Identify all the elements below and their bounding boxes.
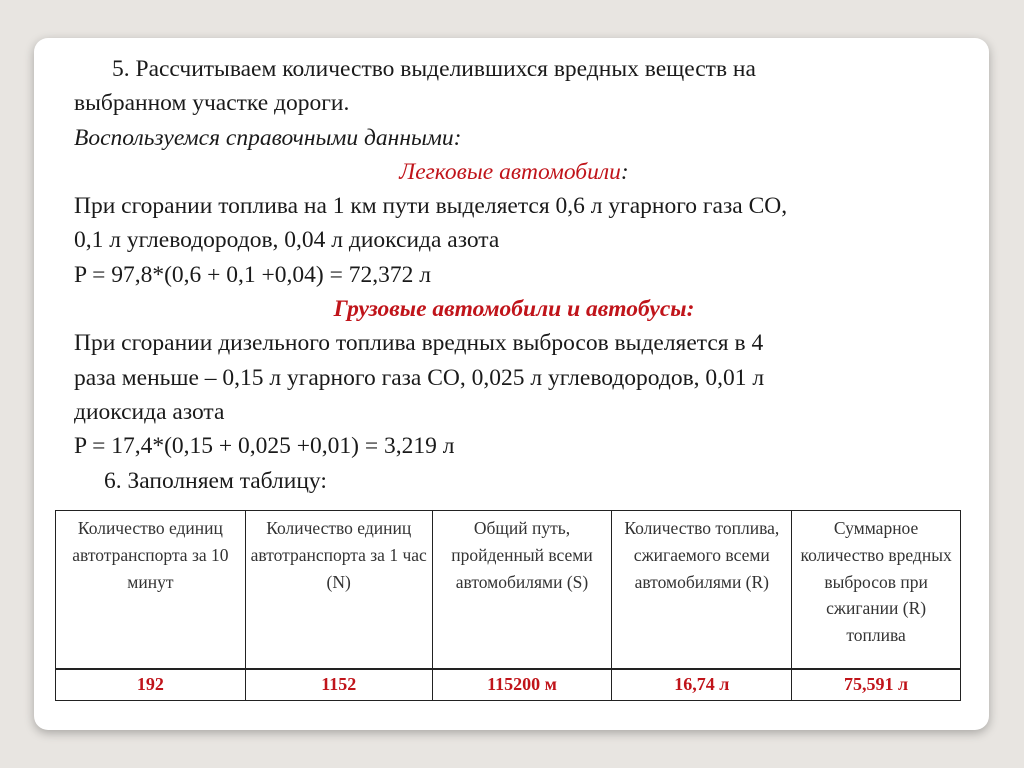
trucks-heading: Грузовые автомобили и автобусы: bbox=[333, 296, 695, 323]
table-row bbox=[56, 669, 961, 701]
cars-text-2: 0,1 л углеводородов, 0,04 л диоксида азота bbox=[74, 227, 500, 254]
table-header-cell: Количество единиц автотранспорта за 10 минут bbox=[56, 511, 246, 669]
trucks-text-2: раза меньше – 0,15 л угарного газа СО, 0,025 л углеводородов, 0,01 л bbox=[74, 364, 765, 391]
cars-heading-colon: : bbox=[620, 158, 629, 185]
table-header-cell: Общий путь, пройденный всеми автомобилями (S) bbox=[432, 511, 612, 669]
trucks-text-1: При сгорании дизельного топлива вредных выбросов выделяется в 4 bbox=[74, 330, 764, 357]
table-cell: 1152 bbox=[245, 669, 432, 701]
cars-heading bbox=[74, 155, 954, 189]
trucks-formula: P = 17,4*(0,15 + 0,025 +0,01) = 3,219 л bbox=[74, 433, 455, 460]
trucks-text-3: диоксида азота bbox=[74, 398, 225, 425]
slide-panel bbox=[34, 38, 989, 730]
reference-data-line: Воспользуемся справочными данными: bbox=[74, 124, 462, 151]
step5-line-1: 5. Рассчитываем количество выделившихся вредных веществ на bbox=[112, 56, 756, 82]
cars-formula: P = 97,8*(0,6 + 0,1 +0,04) = 72,372 л bbox=[74, 261, 431, 288]
table-cell: 192 bbox=[56, 669, 246, 701]
table-header-row bbox=[56, 511, 961, 669]
table-header-cell: Количество единиц автотранспорта за 1 час (N) bbox=[245, 511, 432, 669]
step6-line: 6. Заполняем таблицу: bbox=[104, 467, 327, 494]
cars-text-1: При сгорании топлива на 1 км пути выделяется 0,6 л угарного газа СО, bbox=[74, 193, 788, 220]
results-table bbox=[55, 510, 961, 701]
table-cell: 75,591 л bbox=[792, 669, 961, 701]
table-cell: 115200 м bbox=[432, 669, 612, 701]
slide-text bbox=[74, 52, 954, 498]
table-header-cell: Количество топлива, сжигаемого всеми автомобилями (R) bbox=[612, 511, 792, 669]
table-header-cell: Суммарное количество вредных выбросов при сжигании (R) топлива bbox=[792, 511, 961, 669]
table-cell: 16,74 л bbox=[612, 669, 792, 701]
step5-line-2: выбранном участке дороги. bbox=[74, 90, 350, 117]
cars-heading-text: Легковые автомобили bbox=[399, 158, 621, 185]
